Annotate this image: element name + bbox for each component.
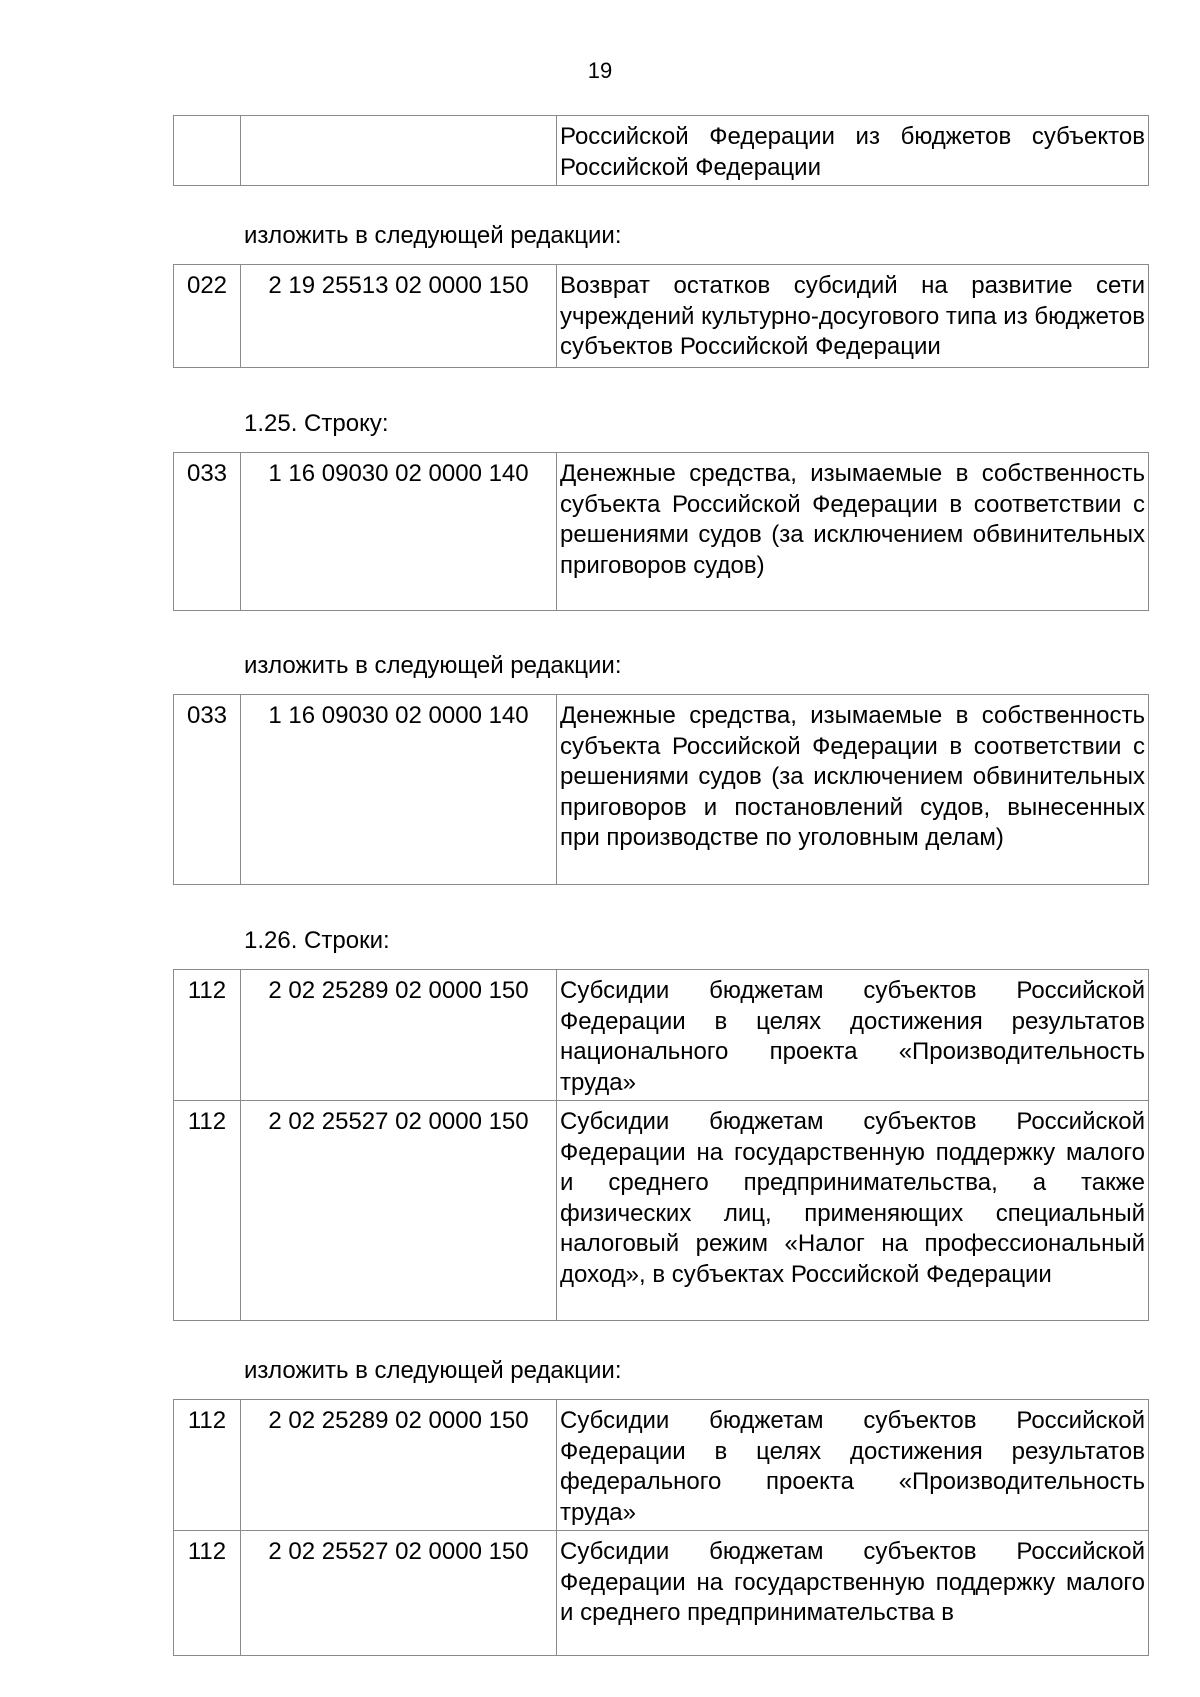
code-cell: 112 xyxy=(174,970,241,1101)
description-cell: Денежные средства, изымаемые в собственность субъекта Российской Федерации в соответствии с решениями судов (за исключением обвинительных приговоров и постановлений судов, вынесенных при производстве по уголовным делам) xyxy=(557,695,1149,885)
description-cell: Возврат остатков субсидий на развитие сети учреждений культурно-досугового типа из бюджетов субъектов Российской Федерации xyxy=(557,265,1149,368)
table-row xyxy=(174,265,1149,368)
page-number: 19 xyxy=(587,58,613,83)
table-row xyxy=(174,453,1149,611)
code-cell xyxy=(174,116,241,186)
description-cell: Субсидии бюджетам субъектов Российской Федерации в целях достижения результатов федерального проекта «Производительность труда» xyxy=(557,1400,1149,1531)
table-112-new xyxy=(173,1399,1148,1656)
paragraph-text: изложить в следующей редакции: xyxy=(244,652,622,679)
table-row xyxy=(174,1101,1149,1321)
kbk-cell: 2 02 25289 02 0000 150 xyxy=(241,970,557,1101)
table-112-old xyxy=(173,969,1148,1321)
code-cell: 033 xyxy=(174,695,241,885)
code-cell: 112 xyxy=(174,1101,241,1321)
kbk-cell: 2 02 25527 02 0000 150 xyxy=(241,1101,557,1321)
paragraph-text: 1.26. Строки: xyxy=(244,927,390,954)
paragraph-text: 1.25. Строку: xyxy=(244,410,389,437)
table-row xyxy=(174,695,1149,885)
description-cell: Субсидии бюджетам субъектов Российской Федерации на государственную поддержку малого и среднего предпринимательства, а также физических лиц, применяющих специальный налоговый режим «Налог на профессиональный доход», в субъектах Российской Федерации xyxy=(557,1101,1149,1321)
kbk-cell xyxy=(241,116,557,186)
description-cell: Российской Федерации из бюджетов субъектов Российской Федерации xyxy=(557,116,1149,186)
table-continuation xyxy=(173,115,1148,186)
paragraph-text: изложить в следующей редакции: xyxy=(244,1357,622,1384)
table-row xyxy=(174,116,1149,186)
table-row xyxy=(174,1400,1149,1531)
table-033-new xyxy=(173,694,1148,885)
kbk-cell: 2 02 25289 02 0000 150 xyxy=(241,1400,557,1531)
kbk-cell: 2 02 25527 02 0000 150 xyxy=(241,1531,557,1656)
paragraph-text: изложить в следующей редакции: xyxy=(244,222,622,249)
table-022-new xyxy=(173,264,1148,368)
code-cell: 033 xyxy=(174,453,241,611)
kbk-cell: 1 16 09030 02 0000 140 xyxy=(241,453,557,611)
description-cell: Субсидии бюджетам субъектов Российской Федерации в целях достижения результатов национального проекта «Производительность труда» xyxy=(557,970,1149,1101)
kbk-cell: 2 19 25513 02 0000 150 xyxy=(241,265,557,368)
code-cell: 022 xyxy=(174,265,241,368)
table-033-old xyxy=(173,452,1148,611)
code-cell: 112 xyxy=(174,1400,241,1531)
kbk-cell: 1 16 09030 02 0000 140 xyxy=(241,695,557,885)
table-row xyxy=(174,1531,1149,1656)
table-row xyxy=(174,970,1149,1101)
description-cell: Субсидии бюджетам субъектов Российской Федерации на государственную поддержку малого и среднего предпринимательства в xyxy=(557,1531,1149,1656)
code-cell: 112 xyxy=(174,1531,241,1656)
description-cell: Денежные средства, изымаемые в собственность субъекта Российской Федерации в соответствии с решениями судов (за исключением обвинительных приговоров судов) xyxy=(557,453,1149,611)
